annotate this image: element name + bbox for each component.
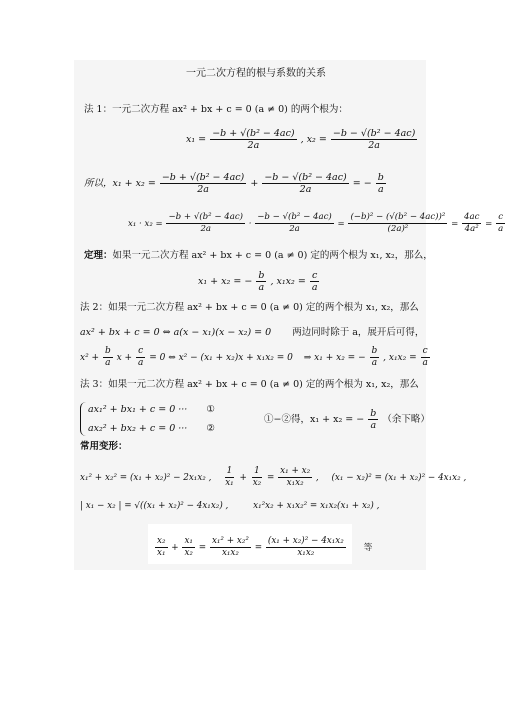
fraction-denominator: x₂ xyxy=(252,478,262,488)
variant-fraction xyxy=(210,536,251,559)
equals-sign: = xyxy=(451,219,459,229)
method3-intro: 法 3：如果一元二次方程 ax² + bx + c = 0 (a ≠ 0) 定的两个根为 x₁, x₂，那么 xyxy=(80,379,419,390)
fraction-numerator: (x₁ + x₂)² − 4x₁x₂ xyxy=(267,536,344,546)
system-equation-2-text: ax₂² + bx₂ + c = 0 ··· xyxy=(88,423,188,434)
variant-sum-of-squares: x₁² + x₂² = (x₁ + x₂)² − 2x₁x₂ , xyxy=(80,473,212,483)
fraction-numerator: b xyxy=(377,172,384,183)
fraction-denominator: (2a)² xyxy=(387,224,409,234)
fraction-denominator: 2a xyxy=(299,184,312,195)
product-prefix: x₁ · x₂ = xyxy=(128,219,163,229)
fraction-numerator: c xyxy=(498,212,504,222)
variants-row-3 xyxy=(154,536,372,559)
equals-sign: = xyxy=(485,219,493,229)
fraction-numerator: x₁ xyxy=(184,536,193,546)
expansion-fraction-3 xyxy=(370,346,380,369)
method2-intro: 法 2：如果一元二次方程 ax² + bx + c = 0 (a ≠ 0) 定的两个根为 x₁, x₂，那么 xyxy=(80,302,419,313)
equals-sign: = xyxy=(198,543,207,553)
product-fraction-3 xyxy=(348,212,447,235)
theorem-product: , x₁x₂ = xyxy=(270,276,306,287)
fraction-numerator: c xyxy=(312,270,318,281)
fraction-numerator: −b + √(b² − 4ac) xyxy=(168,212,244,222)
theorem-text: 如果一元二次方程 ax² + bx + c = 0 (a ≠ 0) 定的两个根为 x₁, x₂，那么， xyxy=(112,250,433,261)
fraction-denominator: a xyxy=(422,358,428,368)
fraction-numerator: 1 xyxy=(226,466,233,476)
fraction-numerator: 4ac xyxy=(464,212,480,222)
expansion-fraction-1 xyxy=(103,346,113,369)
fraction-numerator: (−b)² − (√(b² − 4ac))² xyxy=(350,212,446,222)
fraction-numerator: 1 xyxy=(254,466,260,476)
fraction-denominator: a xyxy=(370,420,377,431)
variant-fraction xyxy=(278,466,312,489)
fraction-numerator: x₁ + x₂ xyxy=(280,466,311,476)
variants-row-2 xyxy=(80,500,379,512)
sum-prefix: 所以，x₁ + x₂ = xyxy=(84,178,156,189)
result-text: ①−②得，x₁ + x₂ = − xyxy=(264,414,365,425)
expansion-part-c: = 0 ⇔ x² − (x₁ + x₂)x + x₁x₂ = 0 xyxy=(149,353,293,363)
expansion-fraction-4 xyxy=(421,346,430,369)
dot-sign: · xyxy=(248,219,252,229)
fraction-denominator: a xyxy=(258,282,265,293)
expansion-part-d: ⇒ x₁ + x₂ = − xyxy=(303,353,366,363)
fraction-numerator: c xyxy=(422,346,428,356)
method1-sum xyxy=(84,172,387,195)
fraction-denominator: x₁x₂ xyxy=(297,548,315,558)
fraction-denominator: x₂ xyxy=(184,548,193,558)
equals-sign: = xyxy=(337,219,345,229)
method1-roots xyxy=(186,128,418,151)
method1-product xyxy=(128,212,506,235)
fraction-numerator: −b − √(b² − 4ac) xyxy=(332,128,416,139)
fraction-denominator: x₁ xyxy=(157,548,166,558)
variants-row-1 xyxy=(80,466,466,489)
equals-sign: = − xyxy=(352,178,372,189)
variant-fraction xyxy=(251,466,264,489)
plus-sign: + xyxy=(250,178,259,189)
product-fraction-1 xyxy=(166,212,245,235)
expansion-part-a: x² + xyxy=(80,353,100,363)
page-title: 一元二次方程的根与系数的关系 xyxy=(186,68,326,79)
comma: , xyxy=(315,473,319,483)
root-x1-label: x₁ = xyxy=(186,134,207,145)
variant-difference-squared: (x₁ − x₂)² = (x₁ + x₂)² − 4x₁x₂ , xyxy=(331,473,467,483)
fraction-numerator: −b − √(b² − 4ac) xyxy=(264,172,347,183)
fraction-denominator: 2a xyxy=(197,184,209,195)
fraction-denominator: 2a xyxy=(368,140,380,151)
fraction-denominator: x₁x₂ xyxy=(221,548,239,558)
expansion-part-e: , x₁x₂ = xyxy=(383,353,417,363)
root-x2-fraction xyxy=(331,128,417,151)
fraction-denominator: x₁ xyxy=(225,478,234,488)
expansion-part-b: x + xyxy=(116,353,133,363)
fraction-numerator: x₂ xyxy=(157,536,166,546)
etc-label: 等 xyxy=(363,543,373,553)
fraction-denominator: 2a xyxy=(289,224,300,234)
equation-tag-1: ① xyxy=(206,404,215,415)
result-fraction xyxy=(368,408,378,431)
method1-intro: 法 1：一元二次方程 ax² + bx + c = 0 (a ≠ 0) 的两个根为： xyxy=(84,104,348,115)
theorem-label: 定理： xyxy=(84,250,113,261)
fraction-numerator: b xyxy=(258,270,265,281)
fraction-denominator: a xyxy=(377,184,384,195)
fraction-denominator: 2a xyxy=(247,140,260,151)
fraction-numerator: x₁² + x₂² xyxy=(211,536,249,546)
result-note: （余下略） xyxy=(382,414,430,425)
fraction-denominator: a xyxy=(311,282,318,293)
system-equation-1-text: ax₁² + bx₁ + c = 0 ··· xyxy=(88,404,188,415)
fraction-denominator: a xyxy=(498,224,504,234)
variant-fraction xyxy=(155,536,168,559)
root-x1-fraction xyxy=(210,128,296,151)
equals-sign: = xyxy=(266,473,275,483)
fraction-denominator: 2a xyxy=(200,224,212,234)
fraction-numerator: b xyxy=(370,408,377,419)
fraction-denominator: a xyxy=(105,358,111,368)
fraction-numerator: −b − √(b² − 4ac) xyxy=(257,212,332,222)
fraction-numerator: b xyxy=(104,346,111,356)
equation-tag-2: ② xyxy=(206,423,215,434)
fraction-numerator: b xyxy=(371,346,378,356)
theorem-sum-fraction xyxy=(256,270,266,293)
variant-fraction xyxy=(223,466,236,489)
theorem-formulas xyxy=(198,270,321,293)
theorem-statement xyxy=(84,250,433,262)
variant-factored-sum: x₁²x₂ + x₁x₂² = x₁x₂(x₁ + x₂) , xyxy=(253,501,380,511)
sum-fraction-1 xyxy=(160,172,246,195)
variant-fraction xyxy=(182,536,195,559)
system-brace xyxy=(80,402,87,436)
expansion-fraction-2 xyxy=(136,346,145,369)
method2-factorization xyxy=(80,327,424,339)
method3-result xyxy=(264,408,430,431)
root-x2-label: , x₂ = xyxy=(300,134,327,145)
system-equation-1 xyxy=(88,404,215,416)
variant-fraction xyxy=(266,536,346,559)
variants-heading: 常用变形： xyxy=(80,441,128,452)
fraction-numerator: −b + √(b² − 4ac) xyxy=(161,172,245,183)
system-equation-2 xyxy=(88,423,215,435)
product-result-fraction xyxy=(496,212,505,235)
product-fraction-2 xyxy=(255,212,334,235)
variant-reciprocals xyxy=(222,466,321,488)
fraction-denominator: x₁x₂ xyxy=(286,478,304,488)
sum-result-fraction xyxy=(376,172,386,195)
method2-expansion xyxy=(80,346,431,369)
theorem-sum: x₁ + x₂ = − xyxy=(198,276,253,287)
fraction-numerator: c xyxy=(138,346,144,356)
fraction-numerator: −b + √(b² − 4ac) xyxy=(212,128,295,139)
product-fraction-4 xyxy=(462,212,481,235)
factorization-note: 两边同时除于 a，展开后可得， xyxy=(292,327,425,338)
plus-sign: + xyxy=(171,543,179,553)
factorization-equation: ax² + bx + c = 0 ⇔ a(x − x₁)(x − x₂) = 0 xyxy=(80,327,272,338)
fraction-denominator: a xyxy=(137,358,144,368)
fraction-denominator: a xyxy=(371,358,378,368)
theorem-product-fraction xyxy=(310,270,320,293)
equals-sign: = xyxy=(254,543,263,553)
fraction-denominator: 4a² xyxy=(464,224,479,234)
plus-sign: + xyxy=(239,473,247,483)
variant-abs-difference: | x₁ − x₂ | = √((x₁ + x₂)² − 4x₁x₂) , xyxy=(80,501,229,511)
sum-fraction-2 xyxy=(262,172,348,195)
